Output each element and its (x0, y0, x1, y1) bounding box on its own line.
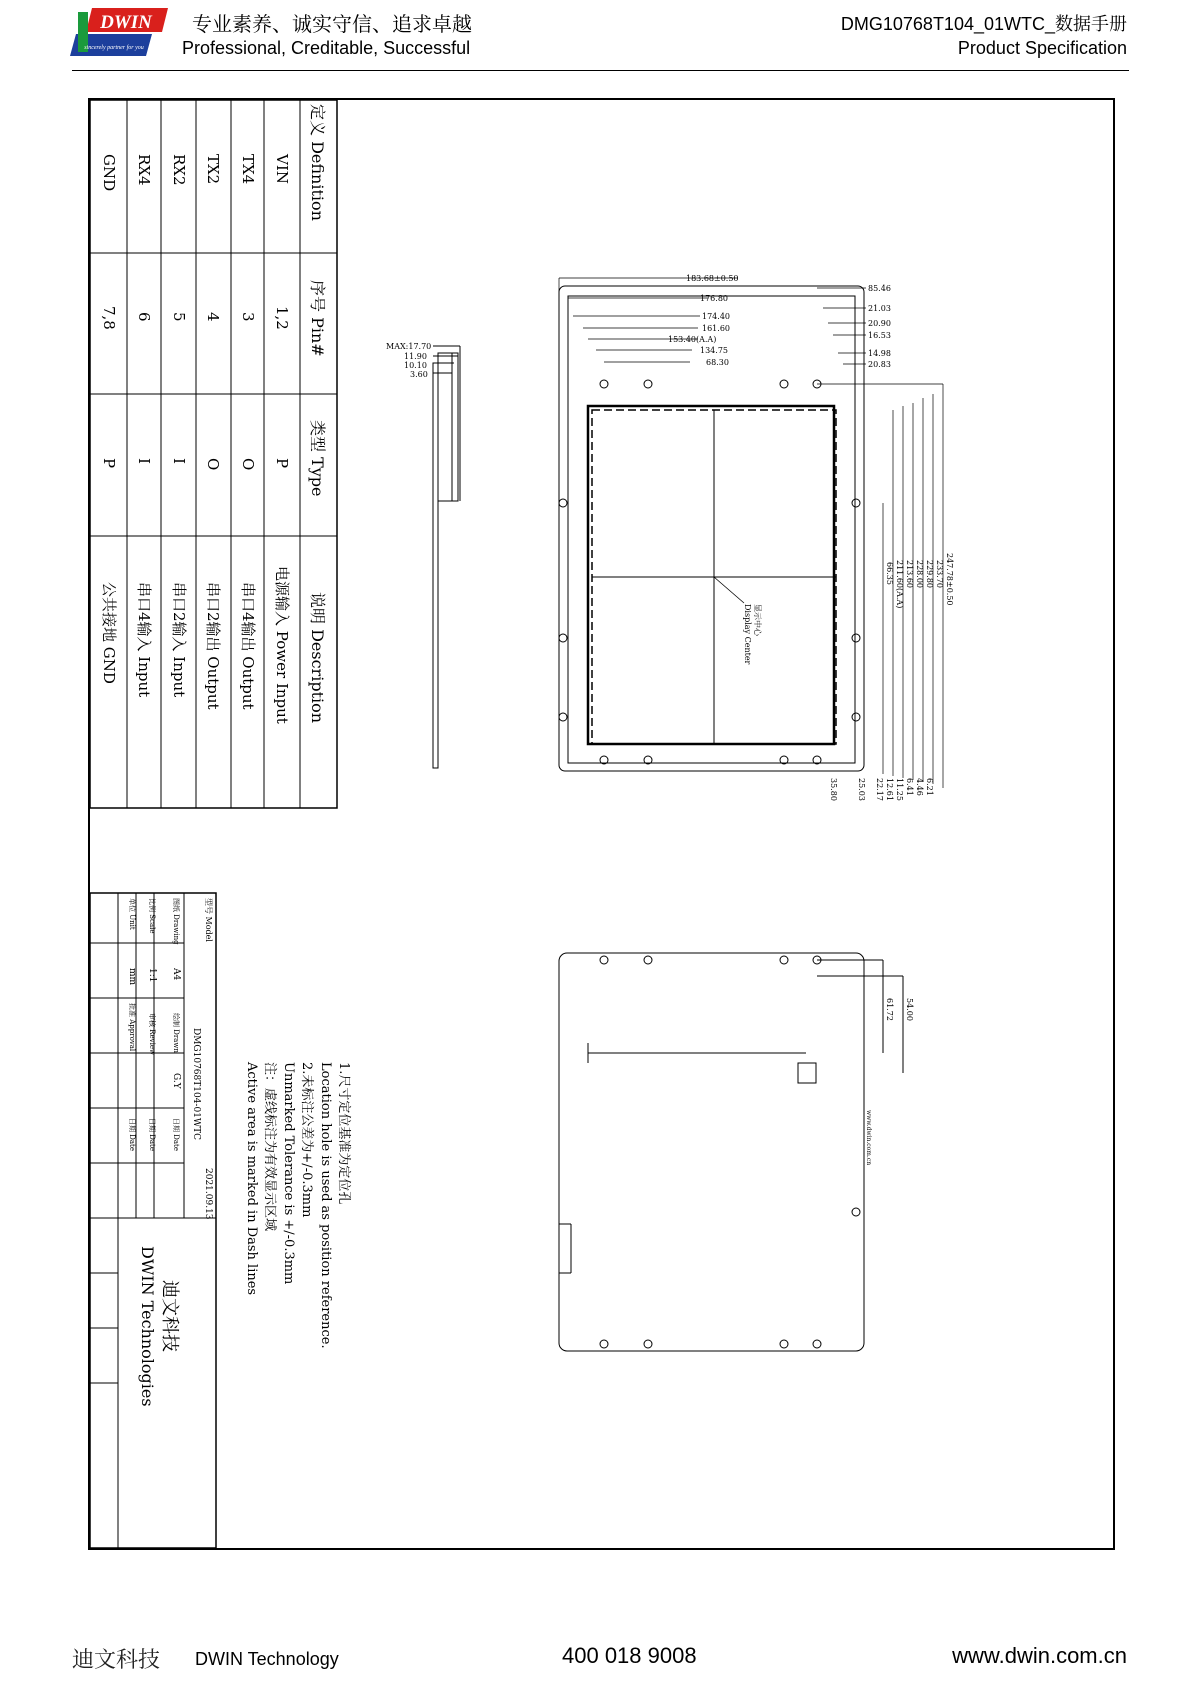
front-holes (559, 380, 860, 764)
doc-title: DMG10768T104_01WTC_数据手册 (840, 14, 1127, 34)
svg-text:迪文科技: 迪文科技 (159, 1280, 180, 1352)
svg-text:比例 Scale: 比例 Scale (148, 898, 156, 934)
svg-text:Location hole is used as posit: Location hole is used as position reference. (318, 1062, 333, 1349)
svg-text:显示中心: 显示中心 (753, 604, 762, 636)
display-center-label (743, 604, 763, 665)
footer-company-cn: 迪文科技 (72, 1648, 161, 1673)
svg-text:247.78±0.50: 247.78±0.50 (945, 553, 954, 606)
th-definition: 定义 Definition (308, 104, 327, 221)
svg-text:Unmarked Tolerance is +/-0.3mm: Unmarked Tolerance is +/-0.3mm (281, 1062, 296, 1285)
back-dims (865, 998, 914, 1165)
cell-pin: 5 (170, 312, 188, 322)
cell-desc: 串口2输出 Output (204, 582, 222, 710)
svg-text:22.17: 22.17 (875, 778, 884, 801)
footer-phone: 400 018 9008 (562, 1643, 697, 1668)
svg-text:DMG10768T104-01WTC: DMG10768T104-01WTC (191, 1028, 201, 1141)
right-top-dim-lines (817, 288, 866, 364)
cell-desc: 串口4输出 Output (239, 582, 257, 710)
cell-desc: 公共接地 GND (100, 582, 118, 684)
cell-def: TX4 (239, 154, 257, 185)
logo-text: DWIN (100, 12, 152, 33)
cell-pin: 3 (239, 312, 257, 322)
slogan-cn: 专业素养、诚实守信、追求卓越 (192, 12, 472, 36)
svg-text:注：虚线标注为有效显示区域: 注：虚线标注为有效显示区域 (262, 1062, 277, 1232)
cell-pin: 6 (135, 312, 153, 322)
cell-type: P (273, 458, 291, 469)
svg-text:G.Y: G.Y (171, 1073, 181, 1089)
side-view (433, 346, 460, 768)
notes (244, 1061, 352, 1349)
cell-type: O (239, 458, 257, 471)
svg-text:型号 Model: 型号 Model (204, 898, 213, 942)
svg-text:68.30: 68.30 (706, 358, 729, 367)
svg-text:16.53: 16.53 (868, 331, 891, 340)
cell-desc: 电源输入 Power Input (273, 566, 291, 724)
top-dims (668, 274, 739, 367)
svg-text:35.80: 35.80 (829, 778, 838, 801)
pin-table (90, 100, 337, 808)
svg-text:3.60: 3.60 (410, 370, 428, 379)
svg-text:2.未标注公差为+/-0.3mm: 2.未标注公差为+/-0.3mm (299, 1062, 314, 1218)
svg-text:www.dwin.com.cn: www.dwin.com.cn (865, 1110, 872, 1166)
svg-text:183.68±0.50: 183.68±0.50 (686, 274, 739, 283)
technical-drawing (88, 98, 1115, 1550)
cell-type: I (170, 458, 188, 464)
svg-text:161.60: 161.60 (702, 324, 730, 333)
svg-text:1.尺寸定位基准为定位孔: 1.尺寸定位基准为定位孔 (336, 1062, 351, 1205)
svg-text:6.21: 6.21 (925, 778, 934, 796)
back-holes (600, 956, 860, 1348)
svg-text:228.00: 228.00 (915, 560, 924, 588)
svg-text:25.03: 25.03 (857, 778, 866, 801)
svg-text:176.80: 176.80 (700, 294, 728, 303)
svg-text:211.60(A.A): 211.60(A.A) (895, 560, 904, 609)
footer-website[interactable]: www.dwin.com.cn (952, 1643, 1127, 1668)
cell-pin: 7,8 (100, 306, 118, 330)
back-view (559, 953, 903, 1351)
svg-text:MAX:17.70: MAX:17.70 (386, 342, 432, 351)
svg-text:Active area is marked in Dash: Active area is marked in Dash lines (244, 1062, 259, 1296)
cell-def: VIN (273, 154, 291, 184)
svg-text:229.80: 229.80 (925, 560, 934, 588)
svg-text:11.90: 11.90 (404, 352, 427, 361)
svg-text:134.75: 134.75 (700, 346, 728, 355)
svg-text:A4: A4 (171, 968, 181, 981)
cell-def: GND (100, 154, 118, 192)
svg-text:单位 Unit: 单位 Unit (128, 898, 136, 930)
svg-text:20.90: 20.90 (868, 319, 891, 328)
svg-text:66.35: 66.35 (885, 562, 894, 585)
bottom-dims (829, 778, 934, 801)
th-type: 类型 Type (308, 420, 327, 497)
svg-text:85.46: 85.46 (868, 284, 891, 293)
right-top-dims (868, 284, 891, 369)
svg-text:54.00: 54.00 (905, 998, 914, 1021)
svg-text:233.70: 233.70 (935, 560, 944, 588)
svg-text:2021.09.13: 2021.09.13 (203, 1168, 213, 1220)
svg-text:日期 Date: 日期 Date (172, 1118, 180, 1151)
svg-text:6.41: 6.41 (905, 778, 914, 796)
svg-text:日期 Date: 日期 Date (148, 1118, 156, 1151)
cell-def: RX2 (170, 154, 188, 186)
svg-text:4.46: 4.46 (915, 778, 924, 796)
cell-type: I (135, 458, 153, 464)
cell-type: O (204, 458, 222, 471)
svg-text:61.72: 61.72 (885, 998, 894, 1021)
th-pin: 序号 Pin# (308, 280, 327, 357)
svg-text:213.60: 213.60 (905, 560, 914, 588)
svg-text:mm: mm (127, 968, 137, 986)
svg-text:174.40: 174.40 (702, 312, 730, 321)
footer-company-en: DWIN Technology (195, 1649, 339, 1669)
logo-tagline: sincerely partner for you (84, 45, 144, 51)
cell-desc: 串口4输入 Input (135, 582, 153, 698)
svg-text:21.03: 21.03 (868, 304, 891, 313)
svg-text:20.83: 20.83 (868, 360, 891, 369)
svg-text:审核 Review: 审核 Review (148, 1013, 156, 1055)
cell-desc: 串口2输入 Input (170, 582, 188, 698)
right-dims (885, 553, 954, 608)
title-block (90, 893, 216, 1548)
cell-pin: 4 (204, 312, 222, 322)
svg-text:1:1: 1:1 (147, 968, 157, 983)
svg-text:14.98: 14.98 (868, 349, 891, 358)
cell-def: RX4 (135, 154, 153, 186)
svg-text:批准 Approval: 批准 Approval (128, 1003, 136, 1052)
svg-text:DWIN Technologies: DWIN Technologies (138, 1246, 157, 1407)
svg-text:图纸 Drawing: 图纸 Drawing (172, 898, 180, 945)
header-divider (72, 70, 1129, 71)
company-logo (70, 6, 168, 56)
svg-text:12.61: 12.61 (885, 778, 894, 801)
svg-text:Display Center: Display Center (743, 604, 752, 665)
svg-text:153.40(A.A): 153.40(A.A) (668, 335, 717, 344)
svg-text:绘制 Drawn: 绘制 Drawn (172, 1013, 180, 1053)
cell-pin: 1,2 (273, 306, 291, 330)
cell-def: TX2 (204, 154, 222, 185)
side-dims (386, 342, 431, 379)
th-description: 说明 Description (308, 592, 327, 724)
cell-type: P (100, 458, 118, 469)
svg-text:10.10: 10.10 (404, 361, 427, 370)
slogan-en: Professional, Creditable, Successful (182, 38, 471, 58)
doc-subtitle: Product Specification (957, 38, 1127, 58)
svg-text:日期 Date: 日期 Date (128, 1118, 136, 1151)
svg-text:11.25: 11.25 (895, 778, 904, 801)
